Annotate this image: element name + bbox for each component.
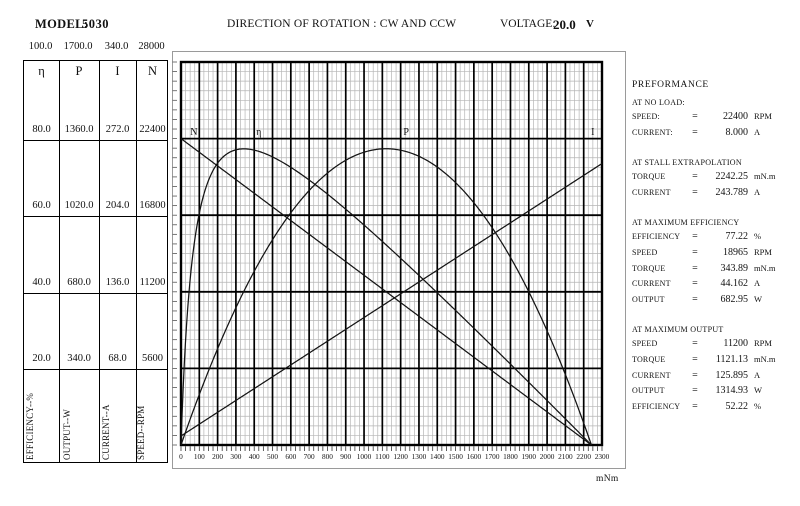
perf-row	[632, 263, 796, 279]
perf-row-unit: A	[754, 369, 761, 380]
perf-row-unit: %	[754, 400, 762, 411]
axis-scale-value: 40.0	[32, 276, 51, 288]
x-tick-label: 500	[267, 452, 278, 461]
x-tick-label: 2300	[594, 452, 610, 461]
x-tick-label: 300	[230, 452, 242, 461]
perf-row-label: SPEED	[632, 339, 658, 349]
equals-sign: =	[692, 171, 698, 183]
axis-top-scale-value: 28000	[138, 41, 165, 52]
equals-sign: =	[692, 246, 698, 258]
performance-chart-svg	[172, 51, 626, 469]
perf-row-unit: RPM	[754, 338, 772, 349]
curve-label-P: P	[403, 127, 409, 139]
perf-row-value: 1121.13	[715, 353, 748, 365]
x-tick-label: 1000	[356, 452, 372, 461]
perf-row-label: OUTPUT	[632, 294, 665, 304]
perf-row	[632, 111, 796, 127]
perf-row-label: EFFICIENCY	[632, 401, 681, 411]
x-tick-label: 1300	[411, 452, 427, 461]
model-label: MODEL:	[35, 17, 89, 31]
x-tick-label: 0	[179, 452, 183, 461]
axis-symbol-P: P	[75, 64, 83, 78]
perf-row-value: 243.789	[715, 186, 748, 198]
equals-sign: =	[692, 385, 698, 397]
table-row-separator	[24, 369, 167, 370]
equals-sign: =	[692, 186, 698, 198]
performance-panel	[632, 80, 796, 416]
perf-row-value: 682.95	[720, 293, 748, 305]
table-row-separator	[24, 140, 167, 141]
perf-row-value: 18965	[723, 246, 748, 258]
equals-sign: =	[692, 231, 698, 243]
perf-row-value: 2242.25	[715, 171, 748, 183]
curve-eta	[181, 149, 591, 445]
x-axis-unit-label: mNm	[596, 474, 619, 484]
perf-row	[632, 354, 796, 370]
perf-row-value: 22400	[723, 111, 748, 122]
perf-row-value: 44.162	[720, 278, 748, 290]
axis-scale-value: 16800	[139, 200, 166, 212]
axis-symbol-I: I	[115, 64, 120, 78]
perf-row-unit: W	[754, 293, 763, 304]
perf-row-unit: A	[754, 126, 761, 137]
axis-symbol-η: η	[38, 64, 45, 78]
perf-row-value: 11200	[723, 338, 748, 350]
perf-row-label: TORQUE	[632, 263, 666, 273]
equals-sign: =	[692, 111, 698, 122]
perf-row-value: 8.000	[725, 126, 748, 138]
x-tick-label: 1200	[393, 452, 408, 461]
equals-sign: =	[692, 338, 698, 350]
perf-row-value: 125.895	[715, 369, 748, 381]
performance-panel-title: PREFORMANCE	[632, 80, 709, 90]
axis-scale-value: 20.0	[32, 353, 51, 365]
perf-row-label: CURRENT:	[632, 127, 673, 137]
perf-row-label: CURRENT	[632, 370, 671, 380]
x-tick-label: 800	[321, 452, 333, 461]
x-tick-label: 600	[285, 452, 297, 461]
perf-row	[632, 247, 796, 263]
x-tick-label: 2000	[539, 452, 555, 461]
axis-symbol-N: N	[147, 64, 158, 78]
table-column-separator	[136, 61, 137, 462]
voltage-unit: V	[586, 18, 594, 30]
perf-row-label: SPEED	[632, 247, 658, 257]
axis-scale-value: 1020.0	[64, 200, 94, 212]
axis-scale-value: 340.0	[67, 353, 91, 365]
perf-section-heading: AT STALL EXTRAPOLATION	[632, 158, 742, 168]
equals-sign: =	[692, 278, 698, 290]
perf-row-value: 1314.93	[715, 385, 748, 397]
equals-sign: =	[692, 353, 698, 365]
x-tick-label: 1800	[503, 452, 518, 461]
perf-row	[632, 127, 796, 143]
axis-scale-value: 22400	[139, 123, 166, 135]
perf-row-label: EFFICIENCY	[632, 232, 681, 242]
perf-row	[632, 370, 796, 386]
model-value: 5030	[82, 17, 109, 31]
curve-P	[181, 149, 591, 445]
axis-scale-value: 136.0	[105, 276, 130, 288]
x-tick-label: 1600	[466, 452, 482, 461]
perf-row-label: TORQUE	[632, 172, 666, 182]
axis-scale-value: 68.0	[108, 353, 127, 365]
equals-sign: =	[692, 369, 698, 381]
page-title: DIRECTION OF ROTATION : CW AND CCW	[227, 18, 457, 30]
x-tick-label: 200	[212, 452, 224, 461]
curve-label-η: η	[256, 127, 262, 139]
perf-section-heading: AT NO LOAD:	[632, 98, 685, 107]
x-tick-label: 1100	[375, 452, 390, 461]
x-tick-label: 1700	[484, 452, 500, 461]
voltage-value: 20.0	[553, 16, 576, 32]
perf-row	[632, 171, 796, 187]
perf-row	[632, 338, 796, 354]
axis-name-rotated: EFFICIENCY--%	[24, 392, 35, 460]
axis-name-rotated: SPEED--RPM	[135, 405, 146, 460]
axis-table	[23, 60, 168, 463]
perf-row-value: 343.89	[720, 262, 748, 274]
perf-section-heading: AT MAXIMUM OUTPUT	[632, 325, 724, 335]
perf-row-unit: W	[754, 385, 763, 396]
perf-row	[632, 385, 796, 401]
perf-row	[632, 401, 796, 417]
perf-row	[632, 231, 796, 247]
perf-row-unit: mN.m	[754, 171, 776, 182]
equals-sign: =	[692, 293, 698, 305]
voltage-label: VOLTAGE:	[500, 18, 556, 30]
x-tick-label: 1900	[521, 452, 537, 461]
axis-name-rotated: OUTPUT--W	[62, 409, 72, 460]
perf-row	[632, 187, 796, 203]
perf-row-unit: mN.m	[754, 353, 776, 364]
axis-scale-value: 11200	[139, 276, 166, 288]
perf-row-label: CURRENT	[632, 187, 671, 197]
x-tick-label: 1500	[448, 452, 463, 461]
axis-scale-value: 204.0	[105, 200, 130, 212]
axis-scale-value: 1360.0	[64, 123, 94, 135]
x-tick-label: 700	[303, 452, 315, 461]
axis-scale-value: 5600	[142, 353, 163, 365]
axis-scale-value: 80.0	[32, 123, 51, 135]
perf-row-value: 77.22	[725, 231, 748, 243]
perf-row-unit: %	[754, 231, 762, 242]
perf-row-label: SPEED:	[632, 112, 660, 121]
perf-row-unit: RPM	[754, 111, 772, 121]
performance-sections	[632, 98, 796, 416]
perf-row-unit: mN.m	[754, 262, 776, 273]
table-row-separator	[24, 216, 167, 217]
equals-sign: =	[692, 262, 698, 274]
x-tick-label: 2100	[558, 452, 573, 461]
perf-row-unit: RPM	[754, 246, 772, 257]
perf-row-unit: A	[754, 278, 761, 289]
x-tick-label: 2200	[576, 452, 591, 461]
axis-top-scale-value: 340.0	[104, 41, 129, 52]
perf-row-value: 52.22	[725, 400, 748, 412]
x-tick-label: 100	[193, 452, 205, 461]
perf-row-label: OUTPUT	[632, 386, 665, 396]
curve-label-I: I	[591, 127, 595, 139]
x-tick-label: 900	[340, 452, 352, 461]
perf-row	[632, 294, 796, 310]
equals-sign: =	[692, 126, 698, 138]
x-tick-label: 400	[248, 452, 260, 461]
axis-top-scale-value: 1700.0	[63, 41, 93, 52]
equals-sign: =	[692, 400, 698, 412]
axis-scale-value: 680.0	[67, 276, 91, 288]
perf-section-heading: AT MAXIMUM EFFICIENCY	[632, 218, 740, 228]
perf-row-label: TORQUE	[632, 354, 666, 364]
table-row-separator	[24, 293, 167, 294]
axis-scale-value: 272.0	[105, 123, 130, 135]
table-column-separator	[59, 61, 60, 462]
perf-row-unit: A	[754, 186, 761, 197]
perf-row	[632, 278, 796, 294]
curve-label-N: N	[190, 127, 198, 139]
axis-scale-value: 60.0	[32, 200, 51, 212]
perf-row-label: CURRENT	[632, 279, 671, 289]
axis-top-scale-value: 100.0	[28, 41, 53, 52]
x-tick-label: 1400	[429, 452, 445, 461]
table-column-separator	[99, 61, 100, 462]
axis-name-rotated: CURRENT--A	[100, 404, 111, 460]
